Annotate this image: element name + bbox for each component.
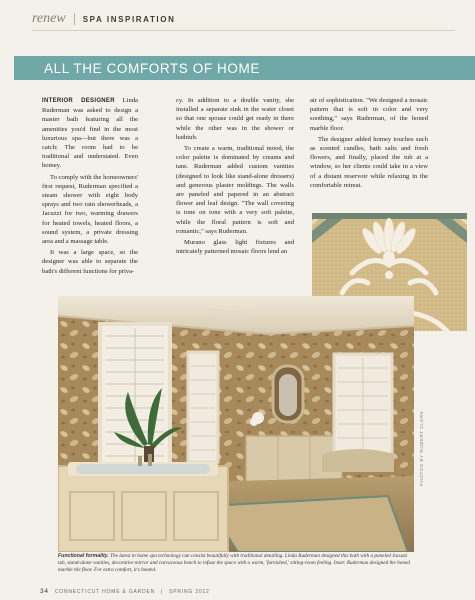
paragraph: It was a large space, so the designer was able to separate the bath's different functions for priva- xyxy=(42,249,138,275)
article-column-2 xyxy=(176,96,294,258)
main-bathroom-photo xyxy=(58,296,414,552)
header-divider xyxy=(74,13,75,25)
paragraph xyxy=(42,96,138,171)
paragraph-text: Linda Ruderman was asked to design a master bath featuring all the amenities you'd find in the most luxurious spa—but there was a catch: The room had to be traditional and understated. Even homey. xyxy=(42,97,138,170)
page-number: 34 xyxy=(40,588,49,595)
article-column-1 xyxy=(42,96,138,278)
designer-kicker: INTERIOR DESIGNER xyxy=(42,98,115,104)
section-label: SPA INSPIRATION xyxy=(82,14,176,24)
paragraph: The designer added homey touches such as scented candles, bath salts and fresh flowers, and finally, placed the tub at a window, so her clients could take in a view of a distant reservoir while relaxing in the comfortable retreat. xyxy=(310,135,428,189)
magazine-logo: renew xyxy=(32,11,66,26)
photo-credit: PHOTOS BY ROBERT CLERK xyxy=(419,410,424,486)
caption-text: The latest in home spa technology can coexist beautifully with traditional detailing. Linda Ruderman designed this bath with a paneled Jacuzzi tub, stand-alone vanities, decorative mirror and curvaceous bench to infuse the space with a warm, 'furnished,' sitting-room feeling. Inset: Ruderman designed the honed marble tile floor. For extra comfort, it's heated. xyxy=(58,553,410,573)
photo-caption xyxy=(58,553,414,574)
paragraph: cy. In addition to a double vanity, she installed a separate sink in the water closet so that one spouse could get ready in there while the other was in the shower or bathtub. xyxy=(176,97,294,141)
article-title: ALL THE COMFORTS OF HOME xyxy=(44,60,260,76)
paragraph: air of sophistication. "We designed a mosaic pattern that is soft in color and very soothing," says Ruderman, of the honed marble floor. xyxy=(310,97,428,132)
publication-name: CONNECTICUT HOME & GARDEN xyxy=(54,588,156,595)
footer-divider: | xyxy=(161,588,164,595)
paragraph: Murano glass light fixtures and intricately patterned mosaic floors lend an xyxy=(176,239,294,256)
paragraph: To comply with the homeowners' first request, Ruderman specified a steam shower with eight body sprays and two rain showerheads, a Jacuzzi for two, warming drawers for heated towels, heated floors, a sound system, a private dressing area and a massage table. xyxy=(42,173,138,246)
page-footer xyxy=(40,588,455,595)
article-banner xyxy=(14,56,475,80)
magazine-header xyxy=(32,8,455,31)
paragraph: To create a warm, traditional mood, the color palette is dominated by creams and tans. Ruderman added custom vanities (designed to look like stand-alone dressers) and generous plaster moldings. The walls are paneled and papered in an abstract flower and leaf design. "The wall covering is tone on tone with a very soft palette, while the floral pattern is soft and romantic," says Ruderman. xyxy=(176,145,294,235)
bathroom-illustration xyxy=(58,296,414,552)
caption-title: Functional formality. xyxy=(58,553,109,559)
issue-label: SPRING 2012 xyxy=(169,588,210,595)
article-column-3 xyxy=(310,96,428,192)
